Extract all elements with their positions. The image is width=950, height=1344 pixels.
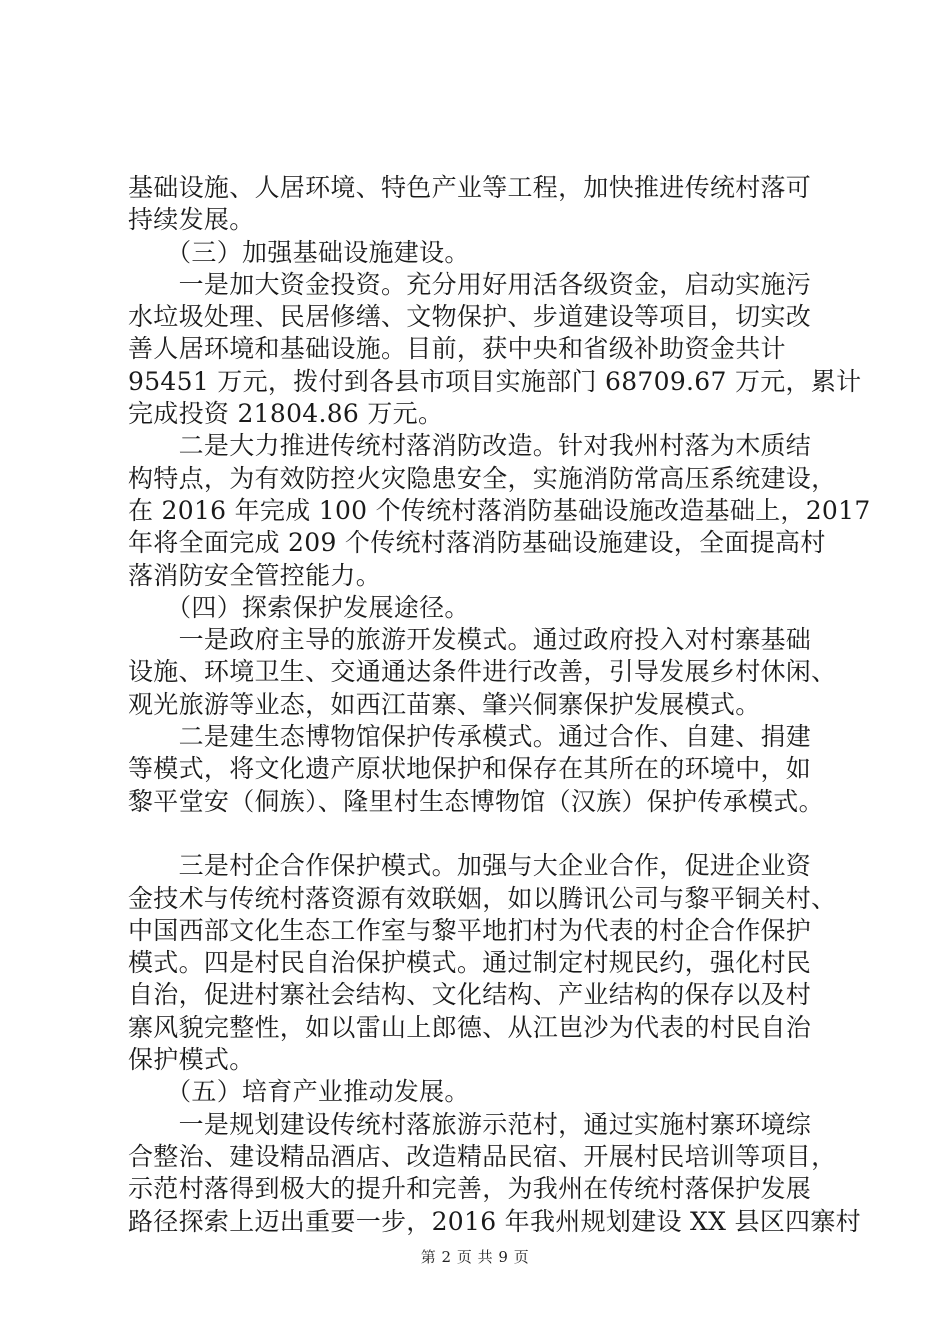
text-line: 自治，促进村寨社会结构、文化结构、产业结构的保存以及村 xyxy=(128,980,812,1010)
text-line: （三）加强基础设施建设。 xyxy=(128,237,470,267)
text-line: 水垃圾处理、民居修缮、文物保护、步道建设等项目，切实改 xyxy=(128,302,812,332)
text-line: （五）培育产业推动发展。 xyxy=(128,1077,470,1107)
text-line: 三是村企合作保护模式。加强与大企业合作，促进企业资 xyxy=(128,851,812,881)
text-line: 年将全面完成 209 个传统村落消防基础设施建设，全面提高村 xyxy=(128,528,826,558)
document-body xyxy=(128,172,871,1238)
text-line: 路径探索上迈出重要一步，2016 年我州规划建设 XX 县区四寨村 xyxy=(128,1206,861,1236)
text-line: 二是大力推进传统村落消防改造。针对我州村落为木质结 xyxy=(128,431,812,461)
text-line: 保护模式。 xyxy=(128,1045,255,1075)
text-line: 善人居环境和基础设施。目前，获中央和省级补助资金共计 xyxy=(128,334,786,364)
text-line: （四）探索保护发展途径。 xyxy=(128,592,470,622)
text-line: 一是加大资金投资。充分用好用活各级资金，启动实施污 xyxy=(128,269,812,299)
text-line: 设施、环境卫生、交通通达条件进行改善，引导发展乡村休闲、 xyxy=(128,657,837,687)
text-line: 黎平堂安（侗族）、隆里村生态博物馆（汉族）保护传承模式。 xyxy=(128,786,824,816)
text-line: 一是规划建设传统村落旅游示范村，通过实施村寨环境综 xyxy=(128,1109,812,1139)
text-line: 构特点，为有效防控火灾隐患安全，实施消防常高压系统建设， xyxy=(128,463,837,493)
text-line: 中国西部文化生态工作室与黎平地扪村为代表的村企合作保护 xyxy=(128,915,812,945)
text-line: 完成投资 21804.86 万元。 xyxy=(128,399,444,429)
text-line: 基础设施、人居环境、特色产业等工程，加快推进传统村落可 xyxy=(128,173,812,202)
text-line: 一是政府主导的旅游开发模式。通过政府投入对村寨基础 xyxy=(128,625,812,655)
text-line: 示范村落得到极大的提升和完善，为我州在传统村落保护发展 xyxy=(128,1174,812,1204)
text-line: 二是建生态博物馆保护传承模式。通过合作、自建、捐建 xyxy=(128,722,812,752)
text-line: 在 2016 年完成 100 个传统村落消防基础设施改造基础上，2017 xyxy=(128,495,871,525)
text-line: 金技术与传统村落资源有效联姻，如以腾讯公司与黎平铜关村、 xyxy=(128,883,837,913)
page-footer: 第 2 页 共 9 页 xyxy=(420,1248,530,1266)
text-line: 模式。四是村民自治保护模式。通过制定村规民约，强化村民 xyxy=(128,948,812,978)
text-line: 落消防安全管控能力。 xyxy=(128,560,382,590)
text-line: 等模式，将文化遗产原状地保护和保存在其所在的环境中，如 xyxy=(128,754,812,784)
text-line: 寨风貌完整性，如以雷山上郎德、从江岜沙为代表的村民自治 xyxy=(128,1012,812,1042)
text-line: 观光旅游等业态，如西江苗寨、肇兴侗寨保护发展模式。 xyxy=(128,689,761,719)
text-line: 合整治、建设精品酒店、改造精品民宿、开展村民培训等项目， xyxy=(128,1141,837,1171)
text-line: 95451 万元，拨付到各县市项目实施部门 68709.67 万元，累计 xyxy=(128,366,862,396)
text-line: 持续发展。 xyxy=(128,205,255,235)
blank-line xyxy=(128,818,840,850)
